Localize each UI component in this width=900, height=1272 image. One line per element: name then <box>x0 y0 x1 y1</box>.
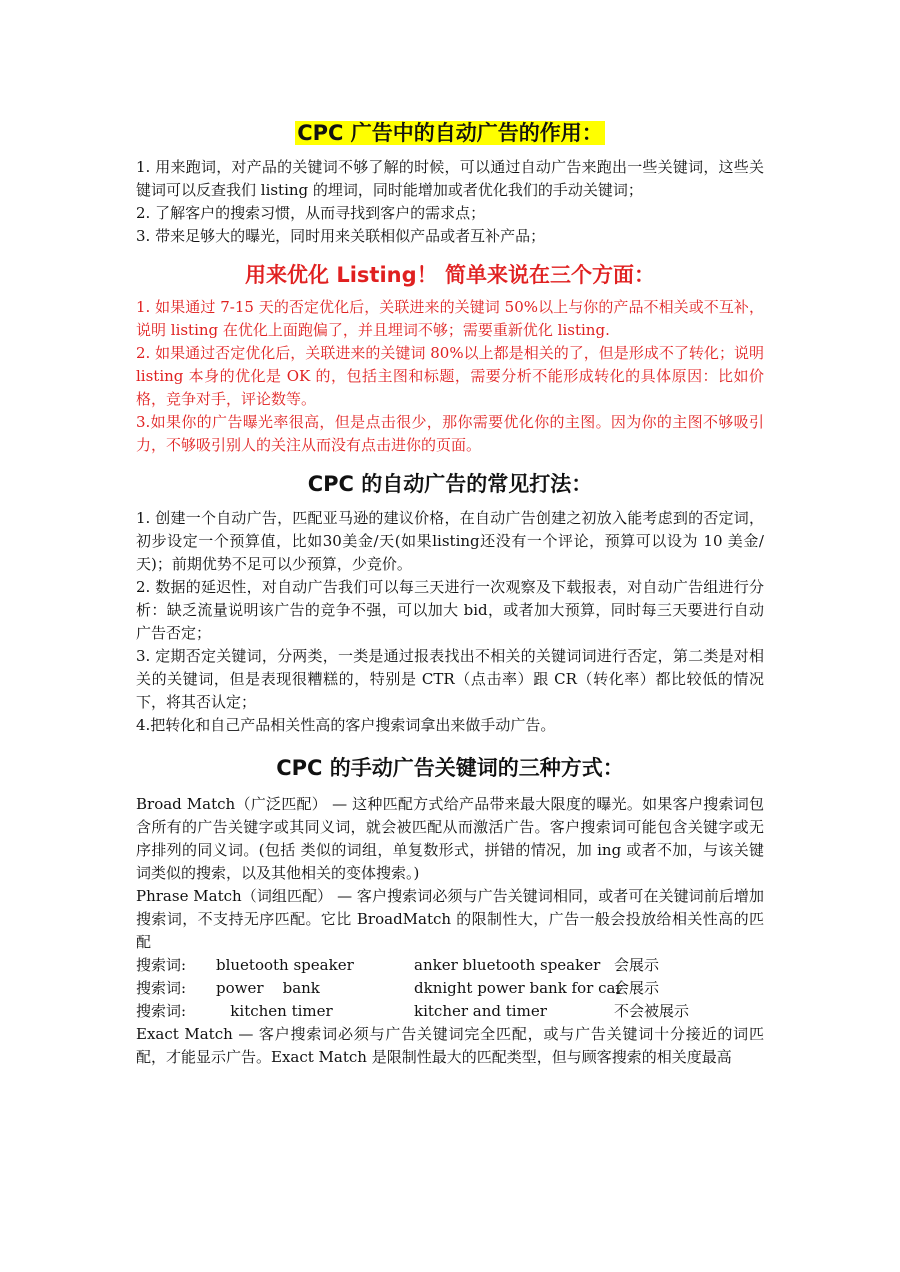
list-item: 2. 了解客户的搜索习惯，从而寻找到客户的需求点； <box>136 204 486 222</box>
document-page <box>136 118 764 1069</box>
section-title-manual-match-types: CPC 的手动广告关键词的三种方式： <box>276 756 624 780</box>
example-label: 搜索词: <box>136 1002 187 1020</box>
list-item: 1. 用来跑词，对产品的关键词不够了解的时候，可以通过自动广告来跑出一些关键词，这些关键词可以反查我们 listing 的埋词，同时能增加或者优化我们的手动关键词； <box>136 158 764 199</box>
section-auto-ad-role <box>136 156 764 248</box>
exact-match-paragraph: Exact Match — 客户搜索词必须与广告关键词完全匹配，或与广告关键词十分接近的词匹配，才能显示广告。Exact Match 是限制性最大的匹配类型，但与顾客搜索的相关度最高 <box>136 1025 764 1066</box>
broad-match-paragraph: Broad Match（广泛匹配） — 这种匹配方式给产品带来最大限度的曝光。如果客户搜索词包含所有的广告关键字或其同义词，就会被匹配从而激活广告。客户搜索词可能包含关键字或无序排列的同义词。(包括 类似的词组，单复数形式，拼错的情况，加 ing 或者不加，与该关键词类似的搜索，以及其他相关的变体搜索。) <box>136 795 764 882</box>
list-item: 4.把转化和自己产品相关性高的客户搜索词拿出来做手动广告。 <box>136 716 556 734</box>
phrase-match-paragraph: Phrase Match（词组匹配） — 客户搜索词必须与广告关键词相同，或者可在关键词前后增加搜索词，不支持无序匹配。它比 BroadMatch 的限制性大，广告一般会投放给相关性高的匹配 <box>136 887 764 951</box>
list-item: 2. 如果通过否定优化后，关联进来的关键词 80%以上都是相关的了，但是形成不了转化；说明 listing 本身的优化是 OK 的，包括主图和标题，需要分析不能形成转化的具体原因：比如价格，竞争对手，评论数等。 <box>136 344 764 408</box>
example-search-term: anker bluetooth speaker <box>414 956 601 974</box>
list-item: 1. 如果通过 7-15 天的否定优化后，关联进来的关键词 50%以上与你的产品不相关或不互补，说明 listing 在优化上面跑偏了，并且埋词不够；需要重新优化 listing. <box>136 298 764 339</box>
example-search-term: kitcher and timer <box>414 1002 547 1020</box>
example-result: 会展示 <box>614 956 660 974</box>
section-title-auto-ad-role: CPC 广告中的自动广告的作用： <box>297 121 603 145</box>
list-item: 3. 带来足够大的曝光，同时用来关联相似产品或者互补产品； <box>136 227 546 245</box>
list-item: 3.如果你的广告曝光率很高，但是点击很少，那你需要优化你的主图。因为你的主图不够吸引力，不够吸引别人的关注从而没有点击进你的页面。 <box>136 413 764 454</box>
section-optimize-listing <box>136 296 764 457</box>
section-title-auto-ad-tactics: CPC 的自动广告的常见打法： <box>307 472 593 496</box>
example-row <box>136 977 764 1000</box>
example-result: 会展示 <box>614 979 660 997</box>
list-item: 2. 数据的延迟性，对自动广告我们可以每三天进行一次观察及下载报表，对自动广告组进行分析：缺乏流量说明该广告的竞争不强，可以加大 bid，或者加大预算，同时每三天要进行自动广告否定； <box>136 578 764 642</box>
section-auto-ad-tactics <box>136 507 764 737</box>
example-result: 不会被展示 <box>614 1002 690 1020</box>
list-item: 3. 定期否定关键词，分两类，一类是通过报表找出不相关的关键词词进行否定，第二类是对相关的关键词，但是表现很糟糕的，特别是 CTR（点击率）跟 CR（转化率）都比较低的情况下，将其否认定； <box>136 647 764 711</box>
example-label: 搜索词: <box>136 979 187 997</box>
section-manual-match-types <box>136 793 764 1069</box>
list-item: 1. 创建一个自动广告，匹配亚马逊的建议价格，在自动广告创建之初放入能考虑到的否定词，初步设定一个预算值，比如30美金/天(如果listing还没有一个评论，预算可以设为 10 美金/天)；前期优势不足可以少预算，少竞价。 <box>136 509 764 573</box>
example-keyword: kitchen timer <box>216 1002 333 1020</box>
example-row <box>136 1000 764 1023</box>
example-search-term: dknight power bank for car <box>414 979 623 997</box>
example-row <box>136 954 764 977</box>
section-title-optimize-listing: 用来优化 Listing！ 简单来说在三个方面： <box>245 263 655 287</box>
example-keyword: bluetooth speaker <box>216 956 354 974</box>
example-keyword: power bank <box>216 979 320 997</box>
example-label: 搜索词: <box>136 956 187 974</box>
